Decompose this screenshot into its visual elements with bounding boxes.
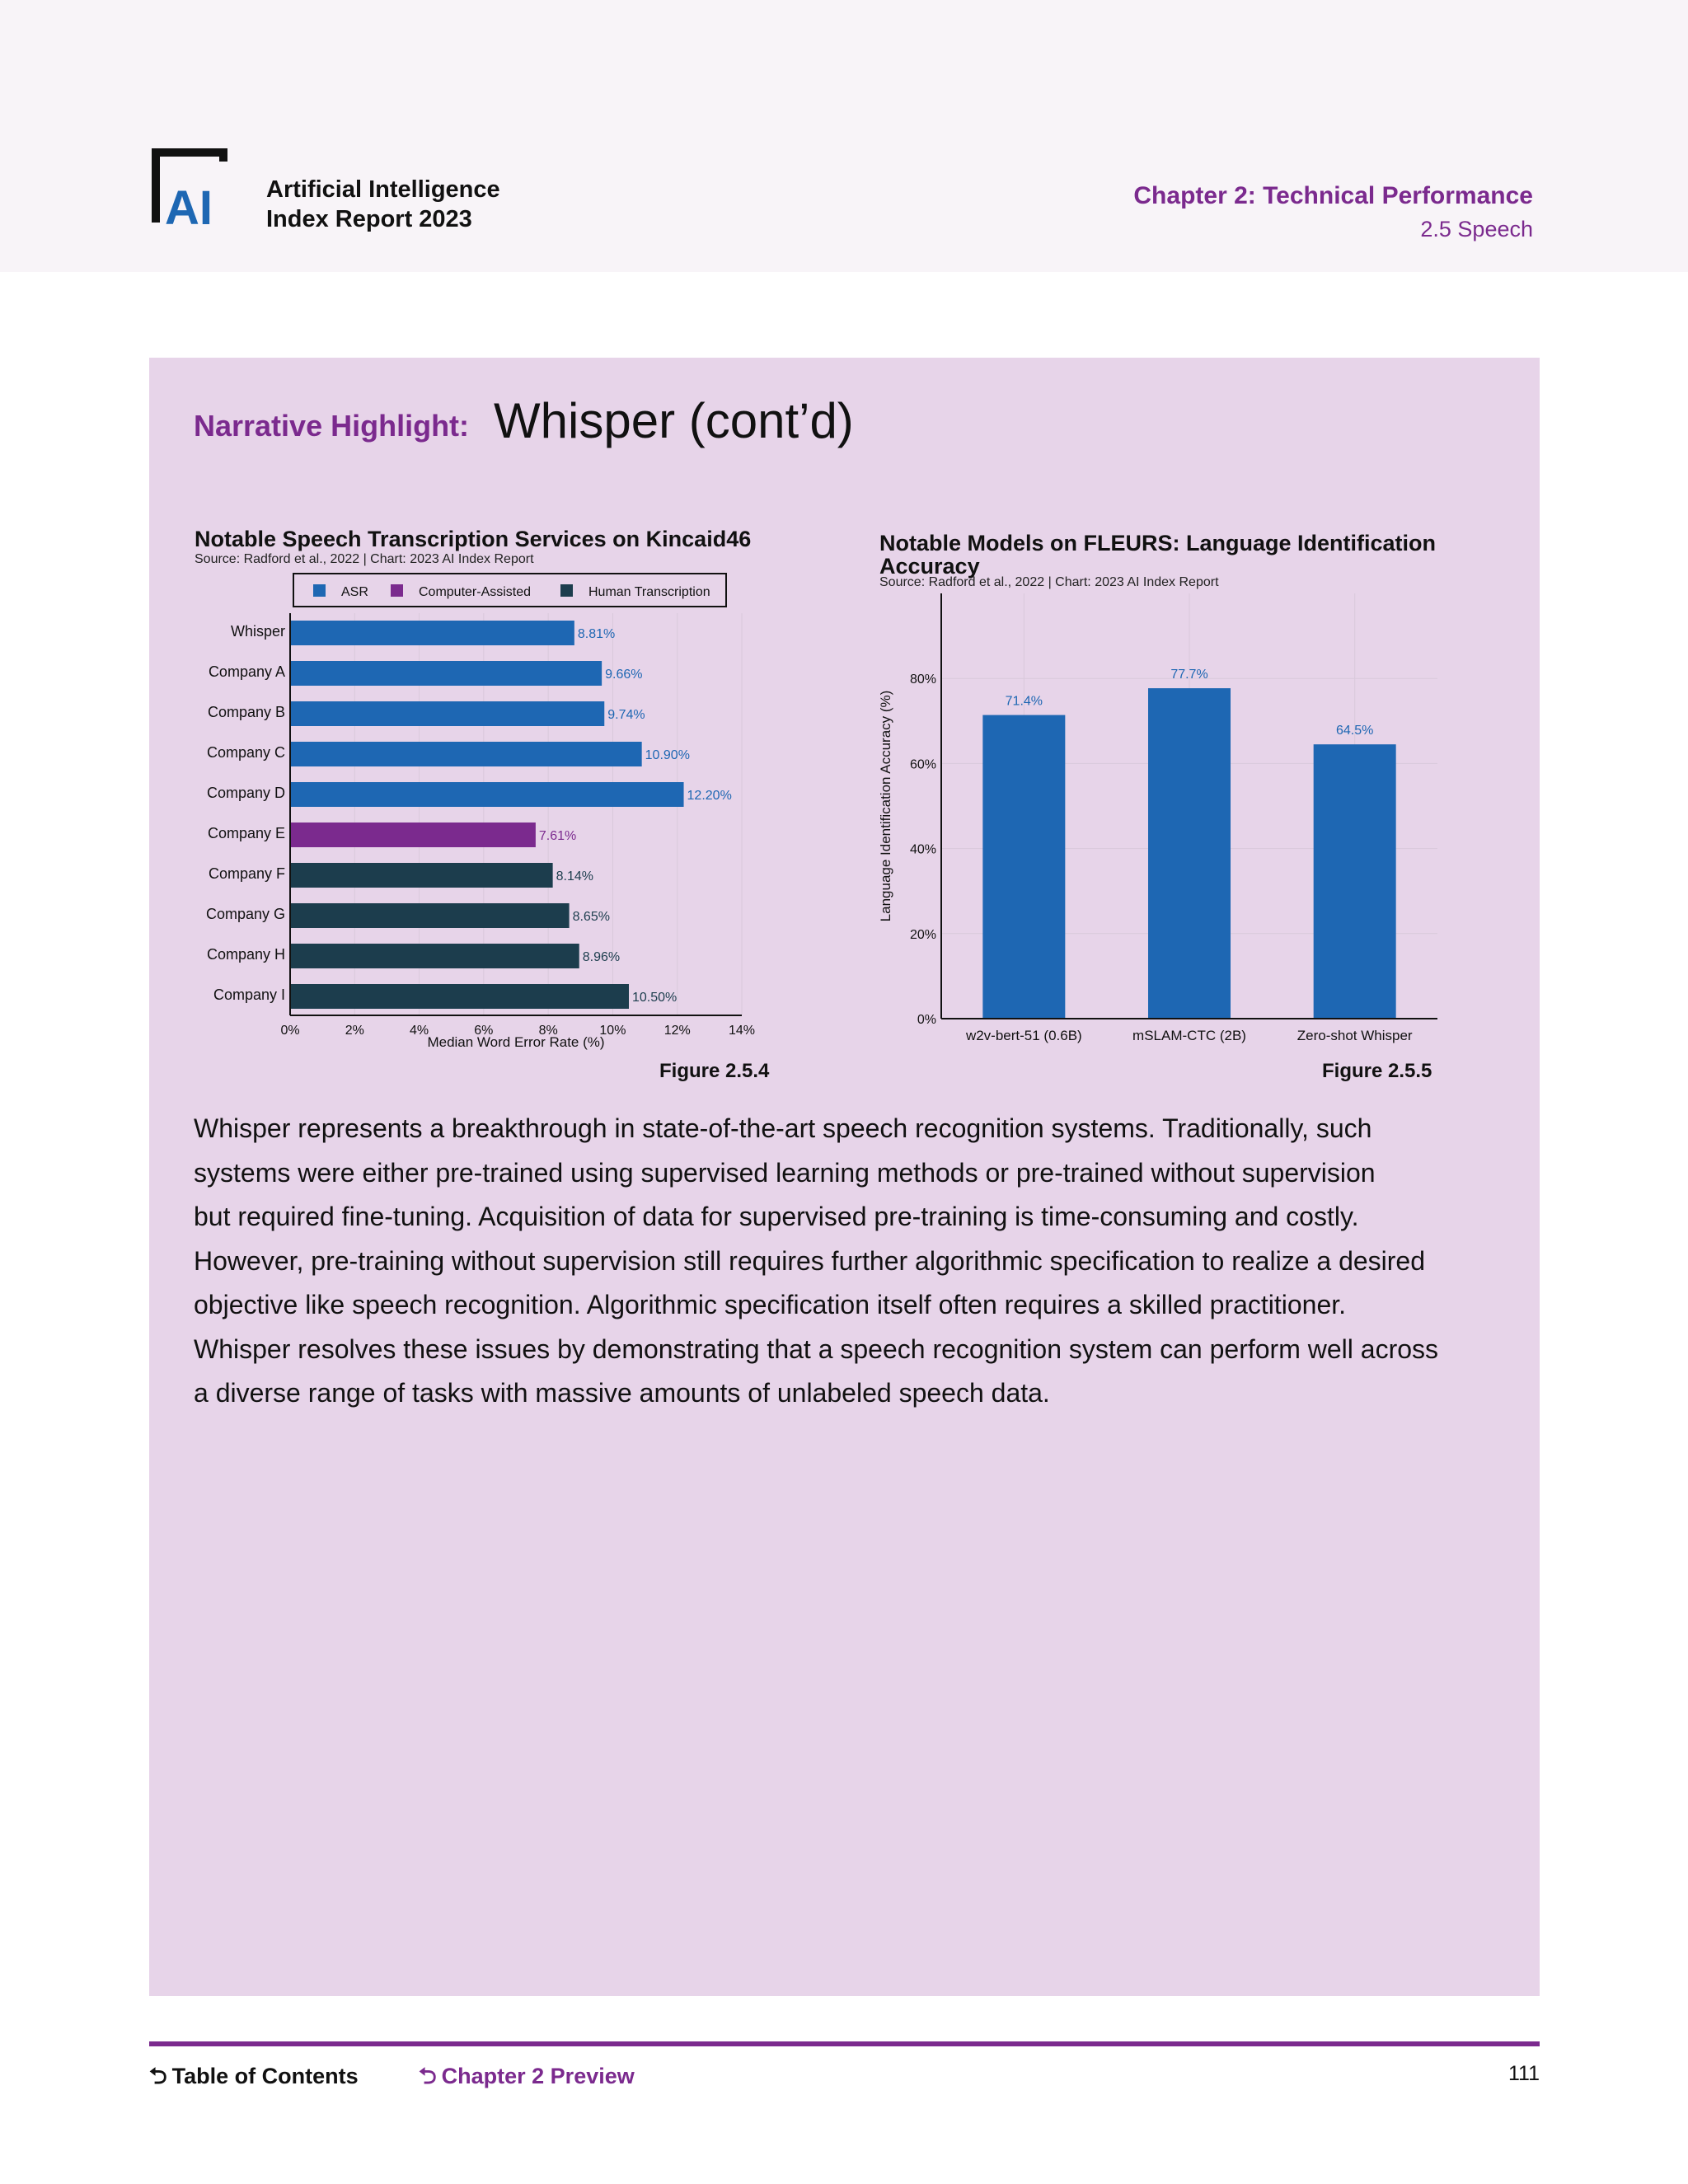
body-paragraph [194,1107,1512,1416]
highlight-label: Narrative Highlight: [194,409,470,443]
chart1-category-label: Company B [207,704,285,720]
chart1-category-label: Company C [206,744,285,761]
page-number: 111 [1507,2062,1540,2085]
chart2-bar [982,715,1065,1019]
chart1-svg [181,569,775,1080]
report-title: Artificial Intelligence Index Report 2023 [266,176,500,232]
body-line: a diverse range of tasks with massive amounts of unlabeled speech data. [194,1378,1050,1408]
chart2-title: Notable Models on FLEURS: Language Identification Accuracy [879,531,1437,579]
chart1-category-label: Company F [208,865,285,882]
chart1-value-label: 10.50% [632,991,678,1005]
chart1-value-label: 12.20% [687,789,732,803]
section-title: 2.5 Speech [1420,217,1533,241]
page-header [0,0,1688,272]
chart1-value-label: 8.96% [582,950,621,964]
footer-divider [149,2041,1540,2046]
chart2-y-tick: 0% [917,1013,936,1027]
chart1-legend-label: Computer-Assisted [419,585,532,599]
return-arrow-icon: ⮌ [419,2064,437,2088]
body-line: However, pre-training without supervision still requires further algorithmic specification to realize a desired [194,1245,1426,1276]
chart2-y-tick: 40% [909,842,936,857]
chart1-x-tick: 8% [538,1024,558,1038]
chart1-category-label: Company G [205,906,285,922]
chart2-svg [874,593,1451,1055]
chart1-bar [290,782,684,807]
chart1-legend-label: ASR [341,585,368,599]
chart1-figure-label: Figure 2.5.4 [659,1060,770,1082]
chart2-category-label: Zero-shot Whisper [1296,1028,1413,1043]
chapter-title: Chapter 2: Technical Performance [1133,182,1533,209]
chart2-bar [1148,688,1231,1019]
chart1-bar [290,621,574,645]
chart2-source: Source: Radford et al., 2022 | Chart: 2023 AI Index Report [879,575,1219,589]
chart1-category-label: Company A [208,663,285,680]
chart2-bar [1314,744,1396,1019]
chart1-x-tick: 14% [728,1024,756,1038]
chart1-value-label: 8.81% [577,627,616,641]
chart1-x-axis-label: Median Word Error Rate (%) [427,1034,605,1050]
chart1-x-tick: 12% [663,1024,691,1038]
chart1-category-label: Whisper [230,623,285,640]
return-arrow-icon: ⮌ [149,2064,167,2088]
chart1-category-label: Company I [213,987,285,1003]
chart1-value-label: 10.90% [645,748,690,762]
chart1-category-label: Company H [206,946,285,963]
chart2-y-tick: 20% [909,927,936,942]
chart1-bar [290,661,602,686]
chart1-source: Source: Radford et al., 2022 | Chart: 2023 AI Index Report [195,552,534,566]
body-line: Whisper represents a breakthrough in state-of-the-art speech recognition systems. Traditionally, such [194,1113,1372,1143]
chart2-figure-label: Figure 2.5.5 [1322,1060,1432,1082]
highlight-title: Whisper (cont’d) [494,393,854,448]
chapter-preview-link[interactable]: ⮌ Chapter 2 Preview [419,2060,635,2098]
chart1-value-label: 7.61% [538,829,577,843]
chart1-legend-swatch [560,584,573,597]
svg-text:AI: AI [165,181,213,231]
chart1-x-tick: 6% [474,1024,494,1038]
ai-index-logo [148,148,239,231]
chart2-y-tick: 60% [909,757,936,772]
body-line: objective like speech recognition. Algorithmic specification itself often requires a skilled practitioner. [194,1290,1347,1319]
body-line: but required fine-tuning. Acquisition of data for supervised pre-training is time-consuming and costly. [194,1202,1359,1231]
chart1-x-tick: 0% [280,1024,300,1038]
chart1-bar [290,742,642,766]
chart1-value-label: 8.14% [556,869,593,883]
chart2-category-label: w2v-bert-51 (0.6B) [965,1028,1082,1043]
chart2-value-label: 71.4% [1005,694,1043,709]
chart1-category-label: Company E [207,825,285,841]
chart1-bar [290,944,579,968]
table-of-contents-link[interactable]: ⮌ Table of Contents [149,2060,359,2098]
chapter-heading [1133,180,1533,244]
body-line: Whisper resolves these issues by demonstrating that a speech recognition system can perform well across [194,1333,1439,1364]
chart1-bar [290,863,553,888]
chart1-x-tick: 10% [599,1024,626,1038]
chart1-bar [290,701,604,726]
chart1-bar [290,984,629,1009]
chart2-value-label: 77.7% [1170,668,1208,682]
chart1-legend-label: Human Transcription [588,585,710,599]
chart1-category-label: Company D [206,785,285,801]
chart1-legend-swatch [313,584,326,597]
chart1-bar [290,903,570,928]
chart2-category-label: mSLAM-CTC (2B) [1132,1028,1246,1043]
chart1-value-label: 9.66% [605,668,643,682]
chart1-value-label: 8.65% [572,910,610,924]
chart1-legend-swatch [391,584,403,597]
chart2-y-tick: 80% [909,673,936,687]
chart1-title: Notable Speech Transcription Services on Kincaid46 [195,527,752,551]
chart1-bar [290,823,536,847]
chart2-y-axis-label: Language Identification Accuracy (%) [878,690,893,922]
chart1-value-label: 9.74% [607,708,645,722]
body-line: systems were either pre-trained using supervised learning methods or pre-trained without supervision [194,1157,1376,1188]
chart1-x-tick: 2% [345,1024,364,1038]
chart1-x-tick: 4% [410,1024,429,1038]
chart2-value-label: 64.5% [1335,724,1374,738]
